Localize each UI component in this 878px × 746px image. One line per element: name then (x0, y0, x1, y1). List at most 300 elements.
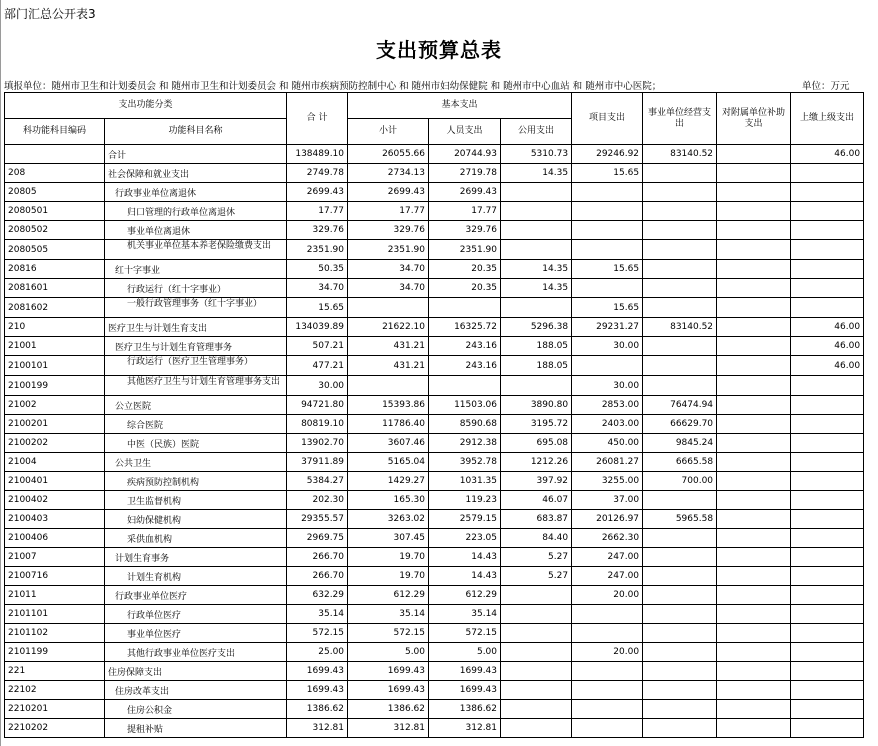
table-row (5, 376, 864, 396)
cell-business (643, 356, 717, 376)
cell-code: 2101102 (5, 624, 105, 643)
cell-public: 695.08 (501, 434, 572, 453)
cell-code: 2100401 (5, 472, 105, 491)
cell-public (501, 719, 572, 738)
cell-project (572, 240, 643, 260)
table-row (5, 567, 864, 586)
cell-upper: 46.00 (791, 145, 864, 164)
cell-total: 2699.43 (287, 183, 348, 202)
cell-personnel: 20.35 (429, 260, 501, 279)
cell-project: 37.00 (572, 491, 643, 510)
cell-business (643, 700, 717, 719)
cell-subtotal: 572.15 (348, 624, 429, 643)
cell-public: 3890.80 (501, 396, 572, 415)
cell-total: 2749.78 (287, 164, 348, 183)
cell-subtotal: 19.70 (348, 567, 429, 586)
cell-project: 247.00 (572, 567, 643, 586)
cell-code: 2080505 (5, 240, 105, 260)
cell-upper (791, 510, 864, 529)
table-row (5, 529, 864, 548)
unit-label: 单位：万元 (802, 81, 850, 92)
cell-public (501, 183, 572, 202)
cell-business: 66629.70 (643, 415, 717, 434)
cell-public: 5.27 (501, 567, 572, 586)
cell-code: 20816 (5, 260, 105, 279)
cell-name: 计划生育机构 (105, 567, 287, 586)
cell-upper (791, 240, 864, 260)
cell-business (643, 298, 717, 318)
cell-personnel: 14.43 (429, 567, 501, 586)
cell-subsidy (717, 240, 791, 260)
cell-subsidy (717, 529, 791, 548)
cell-name: 事业单位离退休 (105, 221, 287, 240)
cell-business (643, 337, 717, 356)
table-row (5, 472, 864, 491)
cell-public (501, 376, 572, 396)
cell-name: 行政运行（医疗卫生管理事务） (105, 356, 287, 376)
cell-upper (791, 376, 864, 396)
table-row (5, 662, 864, 681)
cell-code: 2100202 (5, 434, 105, 453)
cell-business (643, 260, 717, 279)
cell-personnel: 2912.38 (429, 434, 501, 453)
header-total: 合 计 (287, 93, 348, 145)
cell-name: 一般行政管理事务（红十字事业） (105, 298, 287, 318)
cell-name: 医疗卫生与计划生育管理事务 (105, 337, 287, 356)
cell-name: 其他行政事业单位医疗支出 (105, 643, 287, 662)
cell-business: 6665.58 (643, 453, 717, 472)
cell-subsidy (717, 662, 791, 681)
header-basic: 基本支出 (348, 93, 572, 119)
cell-total: 50.35 (287, 260, 348, 279)
table-row (5, 605, 864, 624)
cell-business (643, 221, 717, 240)
cell-total: 34.70 (287, 279, 348, 298)
cell-personnel: 223.05 (429, 529, 501, 548)
cell-public (501, 240, 572, 260)
cell-upper (791, 221, 864, 240)
cell-subtotal: 2734.13 (348, 164, 429, 183)
table-row (5, 279, 864, 298)
cell-subtotal: 431.21 (348, 337, 429, 356)
cell-business: 9845.24 (643, 434, 717, 453)
cell-public: 14.35 (501, 164, 572, 183)
cell-project (572, 624, 643, 643)
budget-table (4, 92, 864, 738)
cell-name: 采供血机构 (105, 529, 287, 548)
cell-public (501, 202, 572, 221)
cell-subtotal: 11786.40 (348, 415, 429, 434)
cell-upper (791, 605, 864, 624)
table-row (5, 396, 864, 415)
cell-subtotal: 312.81 (348, 719, 429, 738)
cell-subsidy (717, 337, 791, 356)
cell-subtotal: 3263.02 (348, 510, 429, 529)
cell-subsidy (717, 624, 791, 643)
table-row (5, 586, 864, 605)
table-row (5, 434, 864, 453)
cell-upper (791, 298, 864, 318)
cell-public: 188.05 (501, 356, 572, 376)
cell-business (643, 183, 717, 202)
cell-personnel: 8590.68 (429, 415, 501, 434)
cell-project (572, 356, 643, 376)
cell-total: 632.29 (287, 586, 348, 605)
cell-name: 行政单位医疗 (105, 605, 287, 624)
cell-business (643, 279, 717, 298)
table-row (5, 510, 864, 529)
cell-total: 2351.90 (287, 240, 348, 260)
cell-business (643, 548, 717, 567)
cell-business: 700.00 (643, 472, 717, 491)
cell-upper (791, 453, 864, 472)
cell-personnel: 243.16 (429, 337, 501, 356)
cell-name: 合计 (105, 145, 287, 164)
cell-personnel: 14.43 (429, 548, 501, 567)
cell-total: 134039.89 (287, 318, 348, 337)
cell-code: 20805 (5, 183, 105, 202)
cell-project: 15.65 (572, 164, 643, 183)
cell-public (501, 624, 572, 643)
cell-subsidy (717, 605, 791, 624)
cell-subsidy (717, 202, 791, 221)
cell-personnel: 3952.78 (429, 453, 501, 472)
cell-subsidy (717, 472, 791, 491)
cell-upper (791, 567, 864, 586)
cell-upper (791, 491, 864, 510)
cell-total: 138489.10 (287, 145, 348, 164)
cell-public: 46.07 (501, 491, 572, 510)
cell-name: 医疗卫生与计划生育支出 (105, 318, 287, 337)
cell-subsidy (717, 681, 791, 700)
cell-total: 25.00 (287, 643, 348, 662)
cell-business (643, 164, 717, 183)
cell-business: 76474.94 (643, 396, 717, 415)
cell-business (643, 624, 717, 643)
cell-total: 329.76 (287, 221, 348, 240)
table-row (5, 719, 864, 738)
cell-upper: 46.00 (791, 318, 864, 337)
table-row (5, 643, 864, 662)
table-row (5, 318, 864, 337)
cell-business: 83140.52 (643, 318, 717, 337)
cell-public: 188.05 (501, 337, 572, 356)
cell-subtotal: 17.77 (348, 202, 429, 221)
cell-personnel: 243.16 (429, 356, 501, 376)
cell-public: 14.35 (501, 279, 572, 298)
cell-business (643, 240, 717, 260)
cell-public: 3195.72 (501, 415, 572, 434)
cell-subtotal: 26055.66 (348, 145, 429, 164)
cell-business (643, 681, 717, 700)
cell-public (501, 700, 572, 719)
cell-subsidy (717, 376, 791, 396)
cell-subsidy (717, 396, 791, 415)
cell-upper (791, 529, 864, 548)
cell-total: 80819.10 (287, 415, 348, 434)
cell-name: 妇幼保健机构 (105, 510, 287, 529)
cell-subtotal: 3607.46 (348, 434, 429, 453)
cell-code: 2081601 (5, 279, 105, 298)
cell-project (572, 221, 643, 240)
header-name: 功能科目名称 (105, 119, 287, 145)
cell-personnel: 11503.06 (429, 396, 501, 415)
cell-public (501, 662, 572, 681)
cell-subtotal: 329.76 (348, 221, 429, 240)
cell-subsidy (717, 567, 791, 586)
cell-project: 3255.00 (572, 472, 643, 491)
cell-subtotal: 2351.90 (348, 240, 429, 260)
table-row (5, 453, 864, 472)
header-project: 项目支出 (572, 93, 643, 145)
cell-subsidy (717, 700, 791, 719)
cell-personnel (429, 298, 501, 318)
cell-upper (791, 586, 864, 605)
cell-business (643, 376, 717, 396)
cell-upper (791, 548, 864, 567)
table-row (5, 298, 864, 318)
cell-name: 公立医院 (105, 396, 287, 415)
cell-subsidy (717, 719, 791, 738)
cell-code: 208 (5, 164, 105, 183)
cell-business (643, 567, 717, 586)
cell-code: 2100403 (5, 510, 105, 529)
cell-name: 社会保障和就业支出 (105, 164, 287, 183)
cell-upper (791, 396, 864, 415)
cell-subtotal (348, 298, 429, 318)
cell-name: 卫生监督机构 (105, 491, 287, 510)
cell-name: 中医（民族）医院 (105, 434, 287, 453)
cell-subsidy (717, 298, 791, 318)
cell-business (643, 605, 717, 624)
cell-upper (791, 202, 864, 221)
table-body (5, 145, 864, 738)
cell-code: 2100402 (5, 491, 105, 510)
cell-total: 477.21 (287, 356, 348, 376)
cell-project: 30.00 (572, 337, 643, 356)
cell-personnel: 5.00 (429, 643, 501, 662)
cell-code: 2081602 (5, 298, 105, 318)
cell-business (643, 202, 717, 221)
table-row (5, 260, 864, 279)
cell-personnel: 2699.43 (429, 183, 501, 202)
cell-public: 14.35 (501, 260, 572, 279)
table-row (5, 240, 864, 260)
header-func-class: 支出功能分类 (5, 93, 287, 119)
cell-public: 1212.26 (501, 453, 572, 472)
cell-project (572, 662, 643, 681)
cell-project: 15.65 (572, 298, 643, 318)
cell-code: 2101101 (5, 605, 105, 624)
cell-upper (791, 719, 864, 738)
cell-name: 住房公积金 (105, 700, 287, 719)
cell-name: 行政运行（红十字事业） (105, 279, 287, 298)
cell-upper (791, 260, 864, 279)
cell-code: 2100199 (5, 376, 105, 396)
cell-personnel (429, 376, 501, 396)
cell-business (643, 586, 717, 605)
cell-public: 397.92 (501, 472, 572, 491)
cell-total: 202.30 (287, 491, 348, 510)
cell-total: 35.14 (287, 605, 348, 624)
cell-code: 2210202 (5, 719, 105, 738)
cell-name: 住房保障支出 (105, 662, 287, 681)
cell-subtotal (348, 376, 429, 396)
cell-public (501, 221, 572, 240)
cell-subsidy (717, 415, 791, 434)
cell-project: 247.00 (572, 548, 643, 567)
cell-code: 2100101 (5, 356, 105, 376)
cell-public (501, 605, 572, 624)
cell-subsidy (717, 260, 791, 279)
cell-name: 机关事业单位基本养老保险缴费支出 (105, 240, 287, 260)
table-row (5, 337, 864, 356)
cell-public: 84.40 (501, 529, 572, 548)
table-row (5, 221, 864, 240)
cell-upper: 46.00 (791, 337, 864, 356)
cell-name: 综合医院 (105, 415, 287, 434)
cell-project: 2662.30 (572, 529, 643, 548)
header-upper: 上缴上级支出 (791, 93, 864, 145)
cell-total: 266.70 (287, 548, 348, 567)
cell-name: 疾病预防控制机构 (105, 472, 287, 491)
table-row (5, 145, 864, 164)
cell-subtotal: 1699.43 (348, 662, 429, 681)
header-personnel: 人员支出 (429, 119, 501, 145)
cell-project: 26081.27 (572, 453, 643, 472)
cell-project (572, 202, 643, 221)
cell-code: 2101199 (5, 643, 105, 662)
cell-upper (791, 624, 864, 643)
cell-project (572, 681, 643, 700)
cell-subsidy (717, 453, 791, 472)
cell-subtotal: 1386.62 (348, 700, 429, 719)
table-row (5, 164, 864, 183)
header-business: 事业单位经营支出 (643, 93, 717, 145)
sheet-left-edge (0, 0, 1, 746)
cell-subsidy (717, 586, 791, 605)
cell-code: 2080501 (5, 202, 105, 221)
cell-subtotal: 1699.43 (348, 681, 429, 700)
cell-personnel: 35.14 (429, 605, 501, 624)
cell-total: 266.70 (287, 567, 348, 586)
cell-personnel: 2351.90 (429, 240, 501, 260)
cell-code: 22102 (5, 681, 105, 700)
cell-upper (791, 681, 864, 700)
cell-code: 21011 (5, 586, 105, 605)
table-row (5, 700, 864, 719)
cell-project (572, 279, 643, 298)
cell-total: 2969.75 (287, 529, 348, 548)
table-row (5, 548, 864, 567)
cell-subtotal: 34.70 (348, 279, 429, 298)
cell-personnel: 312.81 (429, 719, 501, 738)
cell-total: 30.00 (287, 376, 348, 396)
cell-code: 2080502 (5, 221, 105, 240)
cell-code: 21002 (5, 396, 105, 415)
cell-subsidy (717, 510, 791, 529)
cell-subtotal: 165.30 (348, 491, 429, 510)
cell-subtotal: 5.00 (348, 643, 429, 662)
cell-code: 2100716 (5, 567, 105, 586)
cell-subtotal: 307.45 (348, 529, 429, 548)
cell-total: 37911.89 (287, 453, 348, 472)
cell-total: 17.77 (287, 202, 348, 221)
table-row (5, 183, 864, 202)
cell-project: 29246.92 (572, 145, 643, 164)
cell-public: 5310.73 (501, 145, 572, 164)
cell-personnel: 1386.62 (429, 700, 501, 719)
cell-subsidy (717, 279, 791, 298)
table-row (5, 624, 864, 643)
page-title: 支出预算总表 (376, 38, 502, 62)
header-subsidy: 对附属单位补助支出 (717, 93, 791, 145)
cell-project: 20.00 (572, 643, 643, 662)
cell-subsidy (717, 434, 791, 453)
table-row (5, 356, 864, 376)
cell-business (643, 719, 717, 738)
cell-subtotal: 5165.04 (348, 453, 429, 472)
cell-code (5, 145, 105, 164)
cell-subsidy (717, 643, 791, 662)
cell-personnel: 17.77 (429, 202, 501, 221)
cell-name: 提租补贴 (105, 719, 287, 738)
cell-project: 20.00 (572, 586, 643, 605)
cell-project: 450.00 (572, 434, 643, 453)
cell-project (572, 700, 643, 719)
cell-subtotal: 431.21 (348, 356, 429, 376)
cell-project: 20126.97 (572, 510, 643, 529)
cell-code: 221 (5, 662, 105, 681)
cell-subtotal: 1429.27 (348, 472, 429, 491)
cell-name: 行政事业单位离退休 (105, 183, 287, 202)
cell-project: 29231.27 (572, 318, 643, 337)
cell-name: 住房改革支出 (105, 681, 287, 700)
cell-subtotal: 19.70 (348, 548, 429, 567)
cell-public (501, 643, 572, 662)
table-row (5, 491, 864, 510)
cell-business (643, 662, 717, 681)
cell-total: 572.15 (287, 624, 348, 643)
cell-project: 30.00 (572, 376, 643, 396)
header-subtotal: 小计 (348, 119, 429, 145)
cell-subsidy (717, 183, 791, 202)
cell-total: 29355.57 (287, 510, 348, 529)
cell-personnel: 119.23 (429, 491, 501, 510)
cell-name: 红十字事业 (105, 260, 287, 279)
cell-public: 683.87 (501, 510, 572, 529)
cell-total: 1699.43 (287, 681, 348, 700)
cell-subsidy (717, 164, 791, 183)
cell-business (643, 529, 717, 548)
cell-subtotal: 34.70 (348, 260, 429, 279)
cell-upper (791, 434, 864, 453)
header-code: 科功能科目编码 (5, 119, 105, 145)
cell-code: 210 (5, 318, 105, 337)
cell-upper (791, 279, 864, 298)
cell-total: 5384.27 (287, 472, 348, 491)
cell-code: 21007 (5, 548, 105, 567)
cell-project (572, 605, 643, 624)
cell-upper (791, 700, 864, 719)
cell-project: 2403.00 (572, 415, 643, 434)
cell-upper (791, 662, 864, 681)
cell-upper (791, 643, 864, 662)
cell-name: 事业单位医疗 (105, 624, 287, 643)
cell-total: 1386.62 (287, 700, 348, 719)
cell-project (572, 719, 643, 738)
cell-subsidy (717, 318, 791, 337)
